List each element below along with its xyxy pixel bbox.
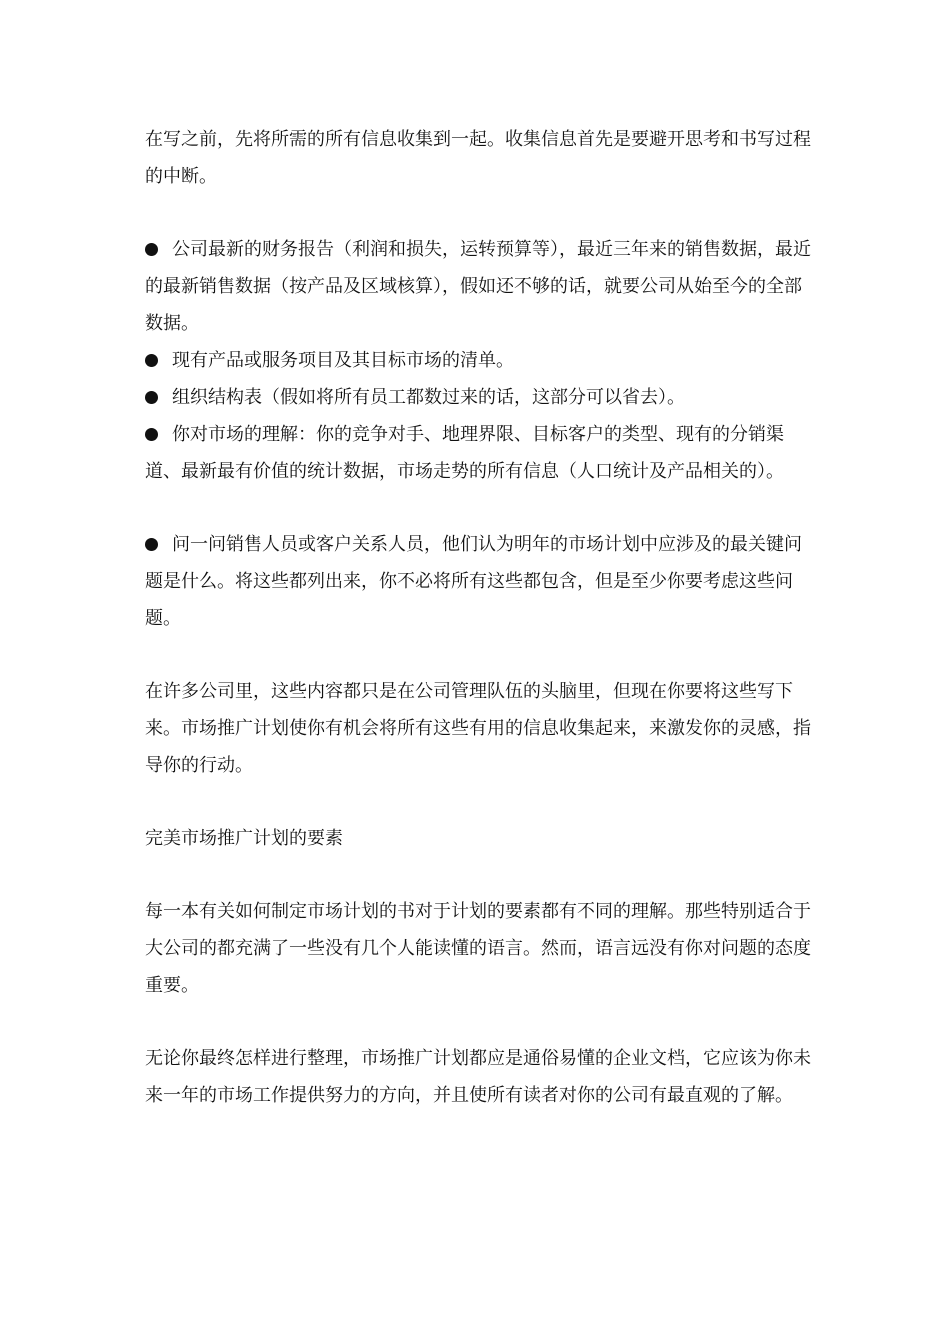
bullet-icon: [145, 428, 158, 441]
list-item-text: 公司最新的财务报告（利润和损失，运转预算等），最近三年来的销售数据，最近的最新销售数据（按产品及区域核算），假如还不够的话，就要公司从始至今的全部数据。: [145, 239, 811, 334]
bullet-icon: [145, 354, 158, 367]
list-item: [145, 526, 817, 637]
list-item: [145, 379, 817, 416]
section-heading: 完美市场推广计划的要素: [145, 828, 343, 849]
company-paragraph: 在许多公司里，这些内容都只是在公司管理队伍的头脑里，但现在你要将这些写下来。市场推广计划使你有机会将所有这些有用的信息收集起来，来激发你的灵感，指导你的行动。: [145, 681, 811, 776]
list-item-text: 问一问销售人员或客户关系人员，他们认为明年的市场计划中应涉及的最关键问题是什么。将这些都列出来，你不必将所有这些都包含，但是至少你要考虑这些问题。: [145, 534, 802, 629]
list-item: [145, 416, 817, 490]
spacer: [145, 195, 817, 231]
list-item: [145, 231, 817, 342]
list-item: [145, 342, 817, 379]
bullet-icon: [145, 243, 158, 256]
document-body: [145, 121, 817, 1114]
spacer: [145, 784, 817, 820]
spacer: [145, 490, 817, 526]
list-item-text: 组织结构表（假如将所有员工都数过来的话，这部分可以省去）。: [172, 387, 685, 408]
intro-paragraph: 在写之前，先将所需的所有信息收集到一起。收集信息首先是要避开思考和书写过程的中断。: [145, 129, 811, 187]
spacer: [145, 637, 817, 673]
final-paragraph: 无论你最终怎样进行整理，市场推广计划都应是通俗易懂的企业文档，它应该为你未来一年的市场工作提供努力的方向，并且使所有读者对你的公司有最直观的了解。: [145, 1048, 811, 1106]
spacer: [145, 857, 817, 893]
bullet-icon: [145, 538, 158, 551]
spacer: [145, 1004, 817, 1040]
list-item-text: 你对市场的理解：你的竞争对手、地理界限、目标客户的类型、现有的分销渠道、最新最有价值的统计数据，市场走势的所有信息（人口统计及产品相关的）。: [145, 424, 784, 482]
list-item-text: 现有产品或服务项目及其目标市场的清单。: [172, 350, 514, 371]
bullet-icon: [145, 391, 158, 404]
books-paragraph: 每一本有关如何制定市场计划的书对于计划的要素都有不同的理解。那些特别适合于大公司的都充满了一些没有几个人能读懂的语言。然而，语言远没有你对问题的态度重要。: [145, 901, 811, 996]
